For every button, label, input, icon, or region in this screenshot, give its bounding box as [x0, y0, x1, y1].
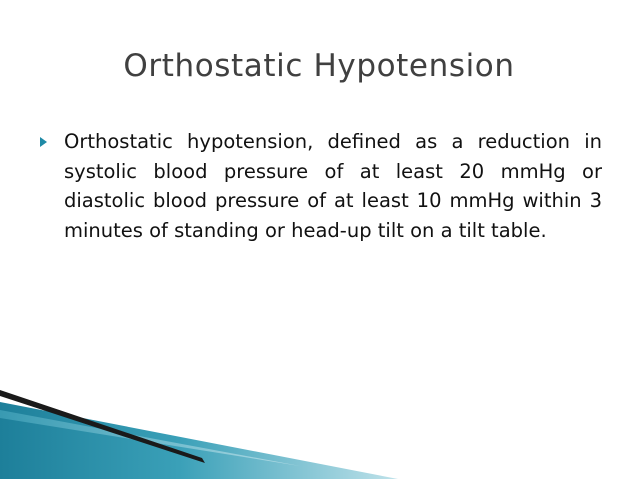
bullet-item — [40, 127, 602, 245]
slide-title: Orthostatic Hypotension — [123, 48, 515, 84]
bullet-arrow-icon — [40, 137, 47, 147]
decorative-swoosh — [0, 380, 638, 479]
bullet-text: Orthostatic hypotension, defined as a reduction in systolic blood pressure of at least 20 mmHg or diastolic blood pressure of at least 10 mmHg within 3 minutes of standing or head-up tilt on a tilt table. — [64, 130, 602, 242]
